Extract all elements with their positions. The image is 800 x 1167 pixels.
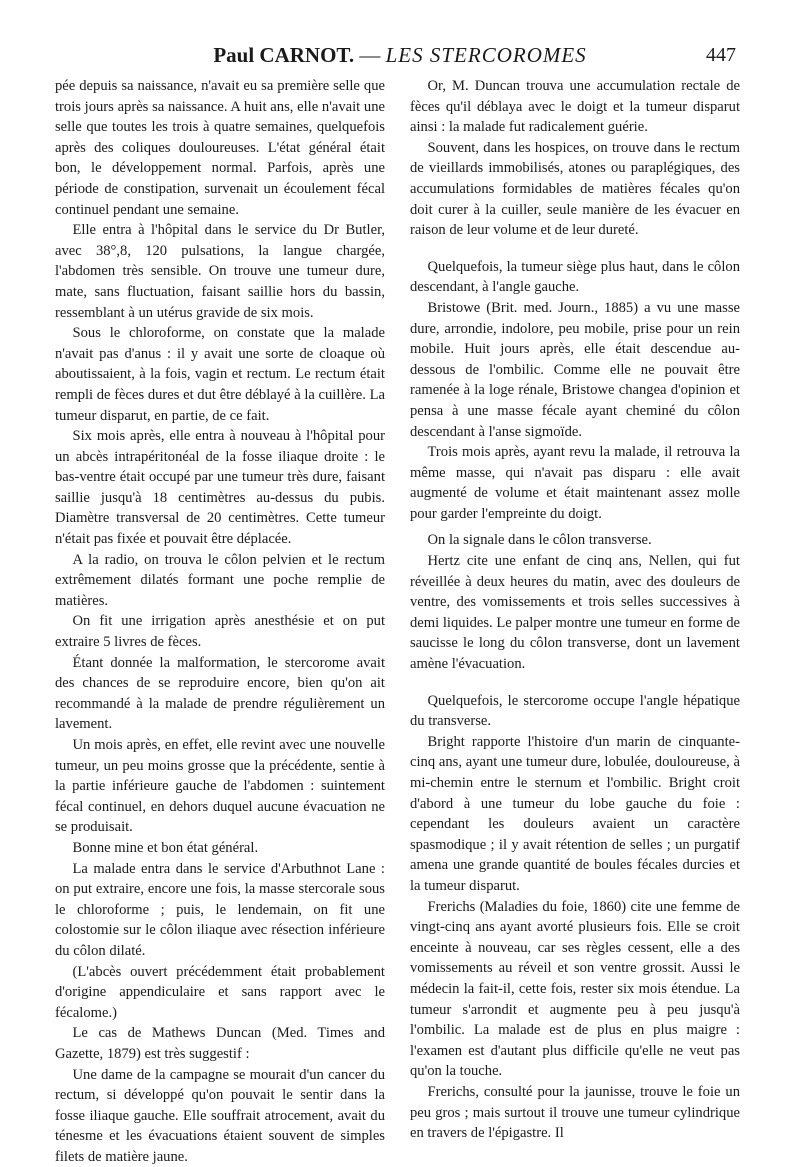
paragraph: Frerichs, consulté pour la jaunisse, trouve le foie un peu gros ; mais surtout il trouve une tumeur cylindrique en travers de l'épigastre. Il [410, 1082, 740, 1144]
paragraph: (L'abcès ouvert précédemment était probablement d'origine appendiculaire et sans rapport avec le fécalome.) [55, 962, 385, 1024]
paragraph: On la signale dans le côlon transverse. [410, 530, 740, 551]
header-author: Paul CARNOT. [213, 43, 354, 67]
paragraph: Elle entra à l'hôpital dans le service du Dr Butler, avec 38°,8, 120 pulsations, la langue chargée, l'abdomen très sensible. On trouve une tumeur dure, mate, sans fluctuation, faisant saillie hors du bassin, ressemblant à un utérus gravide de six mois. [55, 220, 385, 323]
header-dash: — [354, 43, 386, 67]
running-header [64, 38, 736, 72]
paragraph: A la radio, on trouva le côlon pelvien et le rectum extrêmement dilatés formant une poche remplie de matières. [55, 550, 385, 612]
paragraph: Quelquefois, la tumeur siège plus haut, dans le côlon descendant, à l'angle gauche. [410, 257, 740, 298]
paragraph: Un mois après, en effet, elle revint avec une nouvelle tumeur, un peu moins grosse que la précédente, sentie à la partie inférieure gauche de l'abdomen : suintement fécal continuel, en dehors duquel aucune évacuation ne se produisait. [55, 735, 385, 838]
left-column [55, 76, 385, 1167]
paragraph: On fit une irrigation après anesthésie et on put extraire 5 livres de fèces. [55, 611, 385, 652]
paragraph: Une dame de la campagne se mourait d'un cancer du rectum, si développé qu'on pouvait le sentir dans la fosse iliaque gauche. Elle souffrait atrocement, avait du ténesme et les évacuations étaient souvent de simples filets de matière jaune. [55, 1065, 385, 1167]
paragraph: Or, M. Duncan trouva une accumulation rectale de fèces qu'il déblaya avec le doigt et la tumeur disparut ainsi : la malade fut radicalement guérie. [410, 76, 740, 138]
paragraph: Souvent, dans les hospices, on trouve dans le rectum de vieillards immobilisés, atones ou paraplégiques, des accumulations formidables de matières fécales qu'on doit curer à la cuiller, seule manière de les évacuer en raison de leur volume et de leur dureté. [410, 138, 740, 241]
paragraph: Trois mois après, ayant revu la malade, il retrouva la même masse, qui n'avait pas disparu : elle avait augmenté de volume et était maintenant assez molle pour garder l'empreinte du doigt. [410, 442, 740, 524]
paragraph: Bonne mine et bon état général. [55, 838, 385, 859]
paragraph: Sous le chloroforme, on constate que la malade n'avait pas d'anus : il y avait une sorte de cloaque où aboutissaient, à la fois, vagin et rectum. Le rectum était rempli de fèces dures et dut être déblayé à la cuillère. La tumeur disparut, en partie, de ce fait. [55, 323, 385, 426]
paragraph: Bristowe (Brit. med. Journ., 1885) a vu une masse dure, arrondie, indolore, peu mobile, prise pour un rein mobile. Huit jours après, elle était descendue au-dessous de l'ombilic. Comme elle ne pouvait être ramenée à la loge rénale, Bristowe changea d'opinion et pensa à une masse fécale ayant cheminé du côlon descendant à l'anse sigmoïde. [410, 298, 740, 442]
paragraph: Le cas de Mathews Duncan (Med. Times and Gazette, 1879) est très suggestif : [55, 1023, 385, 1064]
paragraph: Étant donnée la malformation, le stercorome avait des chances de se reproduire encore, bien qu'on ait recommandé à la malade de prendre régulièrement un lavement. [55, 653, 385, 735]
right-column [410, 76, 740, 1144]
paragraph: Bright rapporte l'histoire d'un marin de cinquante-cinq ans, ayant une tumeur dure, lobulée, douloureuse, à mi-chemin entre le sternum et l'ombilic. Bright croit d'abord à une tumeur du lobe gauche du foie : cependant les douleurs avaient un caractère spasmodique ; il y avait rétention de selles ; un purgatif amena une grande quantité de boules fécales durcies et la tumeur disparut. [410, 732, 740, 897]
paragraph: pée depuis sa naissance, n'avait eu sa première selle que trois jours après sa naissance. A huit ans, elle n'avait une selle que toutes les trois à quatre semaines, quelquefois après des coliques douloureuses. L'état général était bon, le développement normal. Parfois, après une période de constipation, survenait un écoulement fécal continuel pendant une semaine. [55, 76, 385, 220]
paragraph: Quelquefois, le stercorome occupe l'angle hépatique du transverse. [410, 691, 740, 732]
page-number: 447 [706, 38, 736, 72]
paragraph: La malade entra dans le service d'Arbuthnot Lane : on put extraire, encore une fois, la masse stercorale sous le chloroforme ; puis, le lendemain, on fit une colostomie sur le côlon iliaque avec résection inférieure du côlon dilaté. [55, 859, 385, 962]
paragraph: Frerichs (Maladies du foie, 1860) cite une femme de vingt-cinq ans ayant avorté plusieurs fois. Elle se croit enceinte à nouveau, car ses règles cessent, elle a des vomissements au réveil et son ventre grossit. Aussi le médecin la fait-il, cette fois, rester six mois étendue. La tumeur s'arrondit et augmente peu à peu jusqu'à l'ombilic. La malade est de plus en plus maigre : l'examen est d'autant plus difficile qu'elle ne veut pas qu'on la touche. [410, 897, 740, 1082]
header-title: LES STERCOROMES [386, 43, 587, 67]
paragraph: Hertz cite une enfant de cinq ans, Nellen, qui fut réveillée à deux heures du matin, avec des douleurs de ventre, des vomissements et trois selles successives à demi liquides. Le palper montre une tumeur en forme de saucisse le long du côlon transverse, dont un lavement amène l'évacuation. [410, 551, 740, 675]
paragraph: Six mois après, elle entra à nouveau à l'hôpital pour un abcès intrapéritonéal de la fosse iliaque droite : le bas-ventre était occupé par une tumeur très dure, faisant saillie jusqu'à 18 centimètres au-dessus du pubis. Diamètre transversal de 20 centimètres. Cette tumeur n'était pas fixée et pouvait être déplacée. [55, 426, 385, 550]
